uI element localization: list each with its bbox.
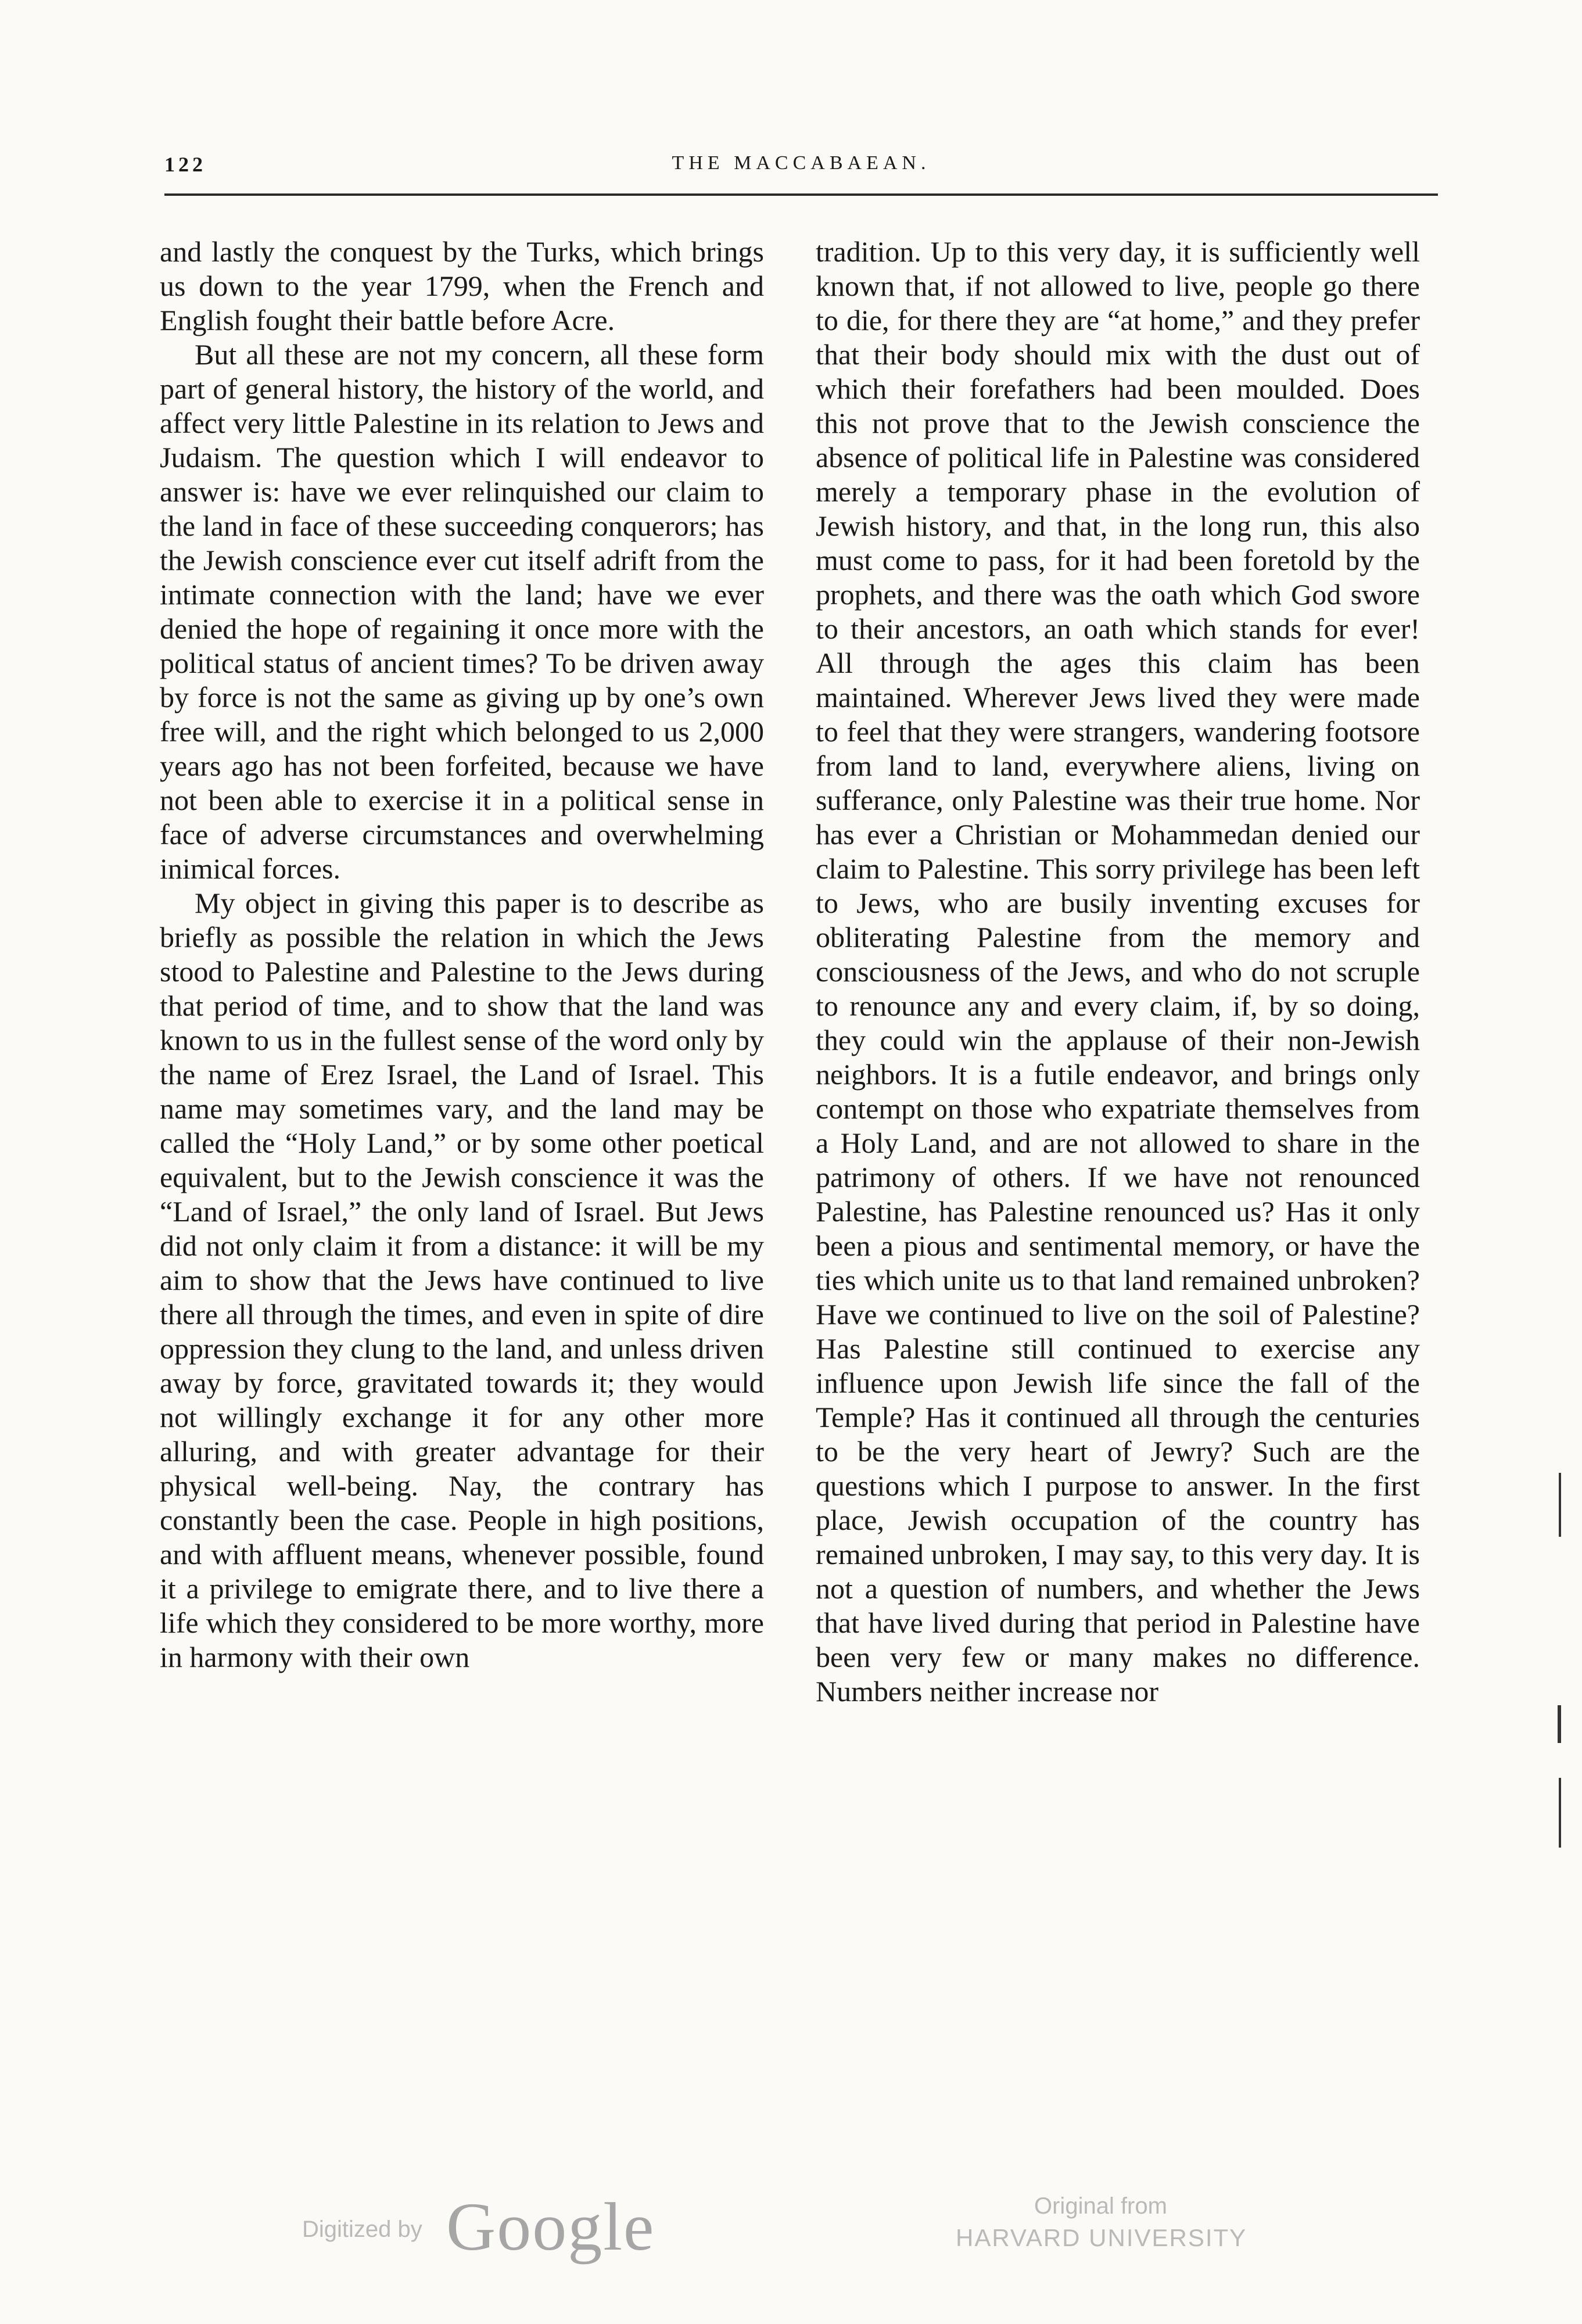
digitization-footer bbox=[0, 2185, 1582, 2301]
original-from-label: Original from bbox=[1034, 2193, 1167, 2219]
margin-mark bbox=[1559, 1778, 1561, 1848]
paragraph: But all these are not my concern, all these form part of general history, the history of the world, and affect very little Palestine in its relation to Jews and Judaism. The question which I will endeavor to answer is: have we ever relinquished our claim to the land in face of these succeeding conquerors; has the Jewish conscience ever cut itself adrift from the intimate connection with the land; have we ever denied the hope of regaining it once more with the political status of ancient times? To be driven away by force is not the same as giving up by one’s own free will, and the right which belonged to us 2,000 years ago has not been forfeited, because we have not been able to exercise it in a political sense in face of adverse circumstances and overwhelming inimical forces. bbox=[160, 338, 764, 885]
page-number: 122 bbox=[164, 153, 206, 176]
margin-mark bbox=[1558, 1705, 1561, 1743]
digitized-label: Digitized by bbox=[302, 2217, 422, 2242]
left-column bbox=[160, 235, 764, 1674]
running-title: THE MACCABAEAN. bbox=[672, 152, 931, 174]
institution-name: HARVARD UNIVERSITY bbox=[956, 2224, 1247, 2251]
paragraph: My object in giving this paper is to describe as briefly as possible the relation in which the Jews stood to Palestine and Palestine to the Jews during that period of time, and to show that the land was known to us in the fullest sense of the word only by the name of Erez Israel, the Land of Israel. This name may sometimes vary, and the land may be called the “Holy Land,” or by some other poetical equivalent, but to the Jewish conscience it was the “Land of Israel,” the only land of Israel. But Jews did not only claim it from a distance: it will be my aim to show that the Jews have continued to live there all through the times, and even in spite of dire oppression they clung to the land, and unless driven away by force, gravitated towards it; they would not willingly exchange it for any other more alluring, and with greater advantage for their physical well-being. Nay, the contrary has constantly been the case. People in high positions, and with affluent means, whenever possible, found it a privilege to emigrate there, and to live there a life which they considered to be more worthy, more in harmony with their own bbox=[160, 887, 764, 1673]
page-header bbox=[164, 152, 1438, 188]
header-rule bbox=[164, 193, 1438, 196]
margin-mark bbox=[1559, 1473, 1561, 1537]
google-logo: Google bbox=[446, 2189, 655, 2265]
paragraph: and lastly the conquest by the Turks, which brings us down to the year 1799, when the French and English fought their battle before Acre. bbox=[160, 235, 764, 336]
right-column bbox=[816, 235, 1420, 1709]
paragraph: tradition. Up to this very day, it is sufficiently well known that, if not allowed to live, people go there to die, for there they are “at home,” and they prefer that their body should mix with the dust out of which their forefathers had been moulded. Does this not prove that to the Jewish conscience the absence of political life in Palestine was considered merely a temporary phase in the evolution of Jewish history, and that, in the long run, this also must come to pass, for it had been foretold by the prophets, and there was the oath which God swore to their ancestors, an oath which stands for ever! All through the ages this claim has been maintained. Wherever Jews lived they were made to feel that they were strangers, wandering footsore from land to land, everywhere aliens, living on sufferance, only Palestine was their true home. Nor has ever a Christian or Mohammedan denied our claim to Palestine. This sorry privilege has been left to Jews, who are busily inventing excuses for obliterating Palestine from the memory and consciousness of the Jews, and who do not scruple to renounce any and every claim, if, by so doing, they could win the applause of their non-Jewish neighbors. It is a futile endeavor, and brings only contempt on those who expatriate themselves from a Holy Land, and are not allowed to share in the patrimony of others. If we have not renounced Palestine, has Palestine renounced us? Has it only been a pious and sentimental memory, or have the ties which unite us to that land remained unbroken? Have we continued to live on the soil of Palestine? Has Palestine still continued to exercise any influence upon Jewish life since the fall of the Temple? Has it continued all through the centuries to be the very heart of Jewry? Such are the questions which I purpose to answer. In the first place, Jewish occupation of the country has remained unbroken, I may say, to this very day. It is not a question of numbers, and whether the Jews that have lived during that period in Palestine have been very few or many makes no difference. Numbers neither increase nor bbox=[816, 235, 1420, 1708]
